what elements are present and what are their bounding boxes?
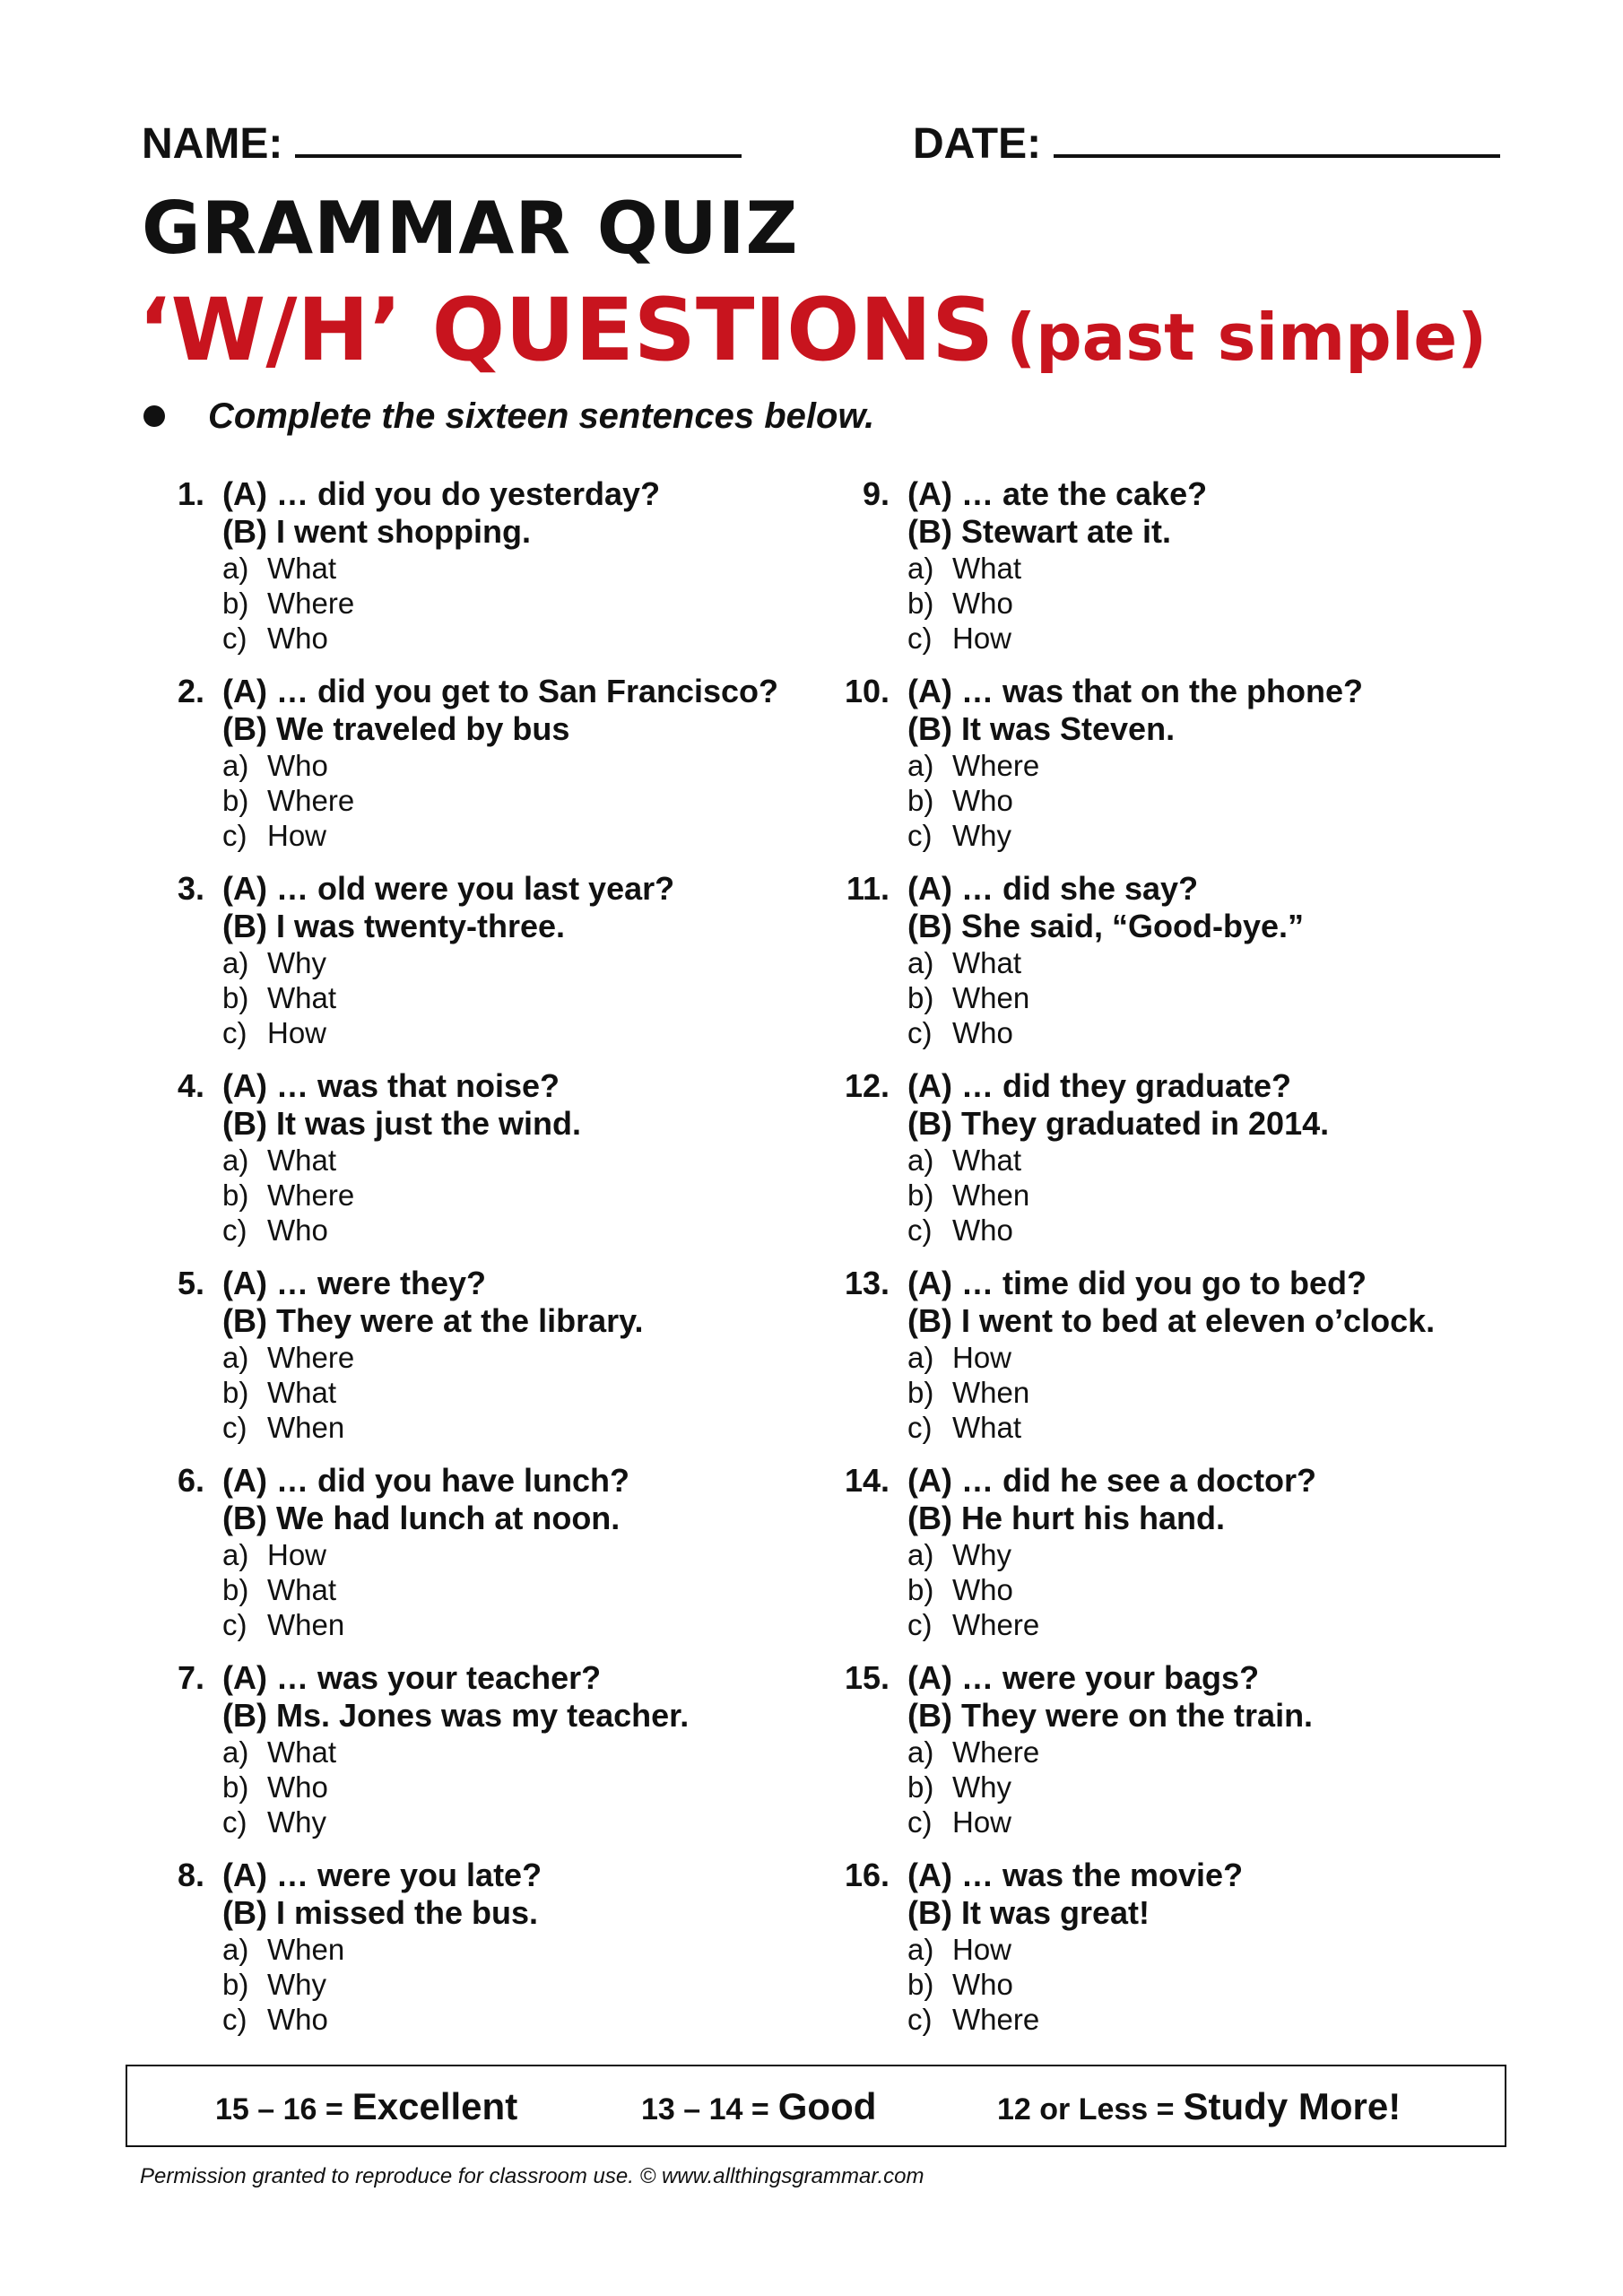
answer-option[interactable] bbox=[907, 945, 1499, 980]
option-letter: c) bbox=[222, 1608, 247, 1641]
option-letter: b) bbox=[222, 1968, 249, 2001]
option-letter: c) bbox=[222, 1213, 247, 1247]
question-number: 5. bbox=[177, 1265, 204, 1301]
option-letter: c) bbox=[222, 819, 247, 852]
option-text: Where bbox=[952, 1608, 1040, 1641]
option-text: When bbox=[952, 981, 1030, 1014]
question-body bbox=[222, 673, 814, 853]
option-letter: a) bbox=[907, 1144, 934, 1177]
question-answer: (B) I was twenty-three. bbox=[222, 908, 566, 944]
answer-option[interactable] bbox=[222, 1735, 814, 1770]
option-text: How bbox=[267, 1016, 327, 1049]
question-answer: (B) She said, “Good-bye.” bbox=[907, 908, 1305, 944]
bullet-icon bbox=[143, 405, 165, 427]
option-text: Where bbox=[267, 1178, 355, 1212]
option-text: When bbox=[952, 1178, 1030, 1212]
option-text: What bbox=[267, 981, 337, 1014]
option-text: How bbox=[952, 622, 1012, 655]
question-answer: (B) We traveled by bus bbox=[222, 710, 570, 747]
question-answer: (B) It was Steven. bbox=[907, 710, 1176, 747]
answer-option[interactable] bbox=[222, 1805, 814, 1839]
answer-option[interactable] bbox=[907, 1340, 1499, 1375]
question-prompt: (A) … were your bags? bbox=[907, 1659, 1260, 1696]
option-letter: b) bbox=[222, 587, 249, 620]
option-letter: a) bbox=[907, 1735, 934, 1769]
option-letter: a) bbox=[907, 946, 934, 979]
option-text: Why bbox=[952, 1770, 1011, 1804]
answer-option[interactable] bbox=[222, 1375, 814, 1410]
question-answer: (B) We had lunch at noon. bbox=[222, 1500, 621, 1536]
option-letter: c) bbox=[907, 1016, 933, 1049]
option-text: What bbox=[267, 1376, 337, 1409]
answer-option[interactable] bbox=[222, 551, 814, 586]
answer-option[interactable] bbox=[907, 621, 1499, 656]
question-prompt: (A) … was your teacher? bbox=[222, 1659, 602, 1696]
option-text: What bbox=[952, 552, 1022, 585]
option-letter: b) bbox=[907, 1178, 934, 1212]
answer-option[interactable] bbox=[907, 783, 1499, 818]
question-answer: (B) They were at the library. bbox=[222, 1302, 644, 1339]
question-body bbox=[222, 1659, 814, 1839]
question-answer: (B) They were on the train. bbox=[907, 1697, 1314, 1734]
question-body bbox=[222, 1462, 814, 1642]
question-answer: (B) I went shopping. bbox=[222, 513, 531, 550]
answer-option[interactable] bbox=[222, 1178, 814, 1213]
answer-option[interactable] bbox=[222, 1213, 814, 1248]
option-text: Who bbox=[952, 784, 1013, 817]
option-text: Who bbox=[267, 1213, 328, 1247]
option-letter: b) bbox=[907, 1968, 934, 2001]
question-number: 3. bbox=[177, 870, 204, 907]
answer-option[interactable] bbox=[907, 1015, 1499, 1050]
score-range: 15 – 16 = bbox=[215, 2092, 343, 2126]
option-text: How bbox=[267, 1538, 327, 1571]
score-box bbox=[126, 2065, 1506, 2147]
option-letter: b) bbox=[907, 1573, 934, 1606]
answer-option[interactable] bbox=[907, 1143, 1499, 1178]
answer-option[interactable] bbox=[907, 818, 1499, 853]
score-good bbox=[641, 2066, 876, 2156]
question-body bbox=[222, 1857, 814, 2037]
option-text: Who bbox=[952, 1016, 1013, 1049]
question-body bbox=[907, 1659, 1499, 1839]
answer-option[interactable] bbox=[222, 783, 814, 818]
option-text: What bbox=[952, 1411, 1022, 1444]
instruction-text: Complete the sixteen sentences below. bbox=[208, 396, 875, 436]
question-body bbox=[907, 1067, 1499, 1248]
question-body bbox=[907, 475, 1499, 656]
answer-option[interactable] bbox=[222, 818, 814, 853]
answer-option[interactable] bbox=[907, 1537, 1499, 1572]
option-letter: b) bbox=[222, 1376, 249, 1409]
answer-option[interactable] bbox=[222, 980, 814, 1015]
question-body bbox=[907, 1462, 1499, 1642]
question-prompt: (A) … were they? bbox=[222, 1265, 487, 1301]
question-number: 10. bbox=[844, 673, 890, 709]
answer-option[interactable] bbox=[222, 1607, 814, 1642]
option-letter: a) bbox=[222, 1144, 249, 1177]
question-number: 4. bbox=[177, 1067, 204, 1104]
option-text: What bbox=[267, 1573, 337, 1606]
name-label: NAME: bbox=[142, 120, 283, 168]
option-letter: c) bbox=[907, 2003, 933, 2036]
option-letter: a) bbox=[222, 552, 249, 585]
option-letter: c) bbox=[222, 1805, 247, 1839]
question-prompt: (A) … did you get to San Francisco? bbox=[222, 673, 779, 709]
answer-option[interactable] bbox=[222, 1572, 814, 1607]
answer-option[interactable] bbox=[222, 748, 814, 783]
option-letter: b) bbox=[222, 981, 249, 1014]
subtitle-paren: (past simple) bbox=[1006, 300, 1488, 375]
question-body bbox=[222, 870, 814, 1050]
option-letter: a) bbox=[907, 1933, 934, 1966]
answer-option[interactable] bbox=[222, 1340, 814, 1375]
question-number: 15. bbox=[844, 1659, 890, 1696]
option-text: Why bbox=[952, 1538, 1011, 1571]
question-body bbox=[222, 1067, 814, 1248]
answer-option[interactable] bbox=[222, 2002, 814, 2037]
date-field bbox=[913, 113, 1500, 176]
option-text: Why bbox=[267, 946, 326, 979]
answer-option[interactable] bbox=[222, 1932, 814, 1967]
answer-option[interactable] bbox=[222, 1537, 814, 1572]
question-prompt: (A) … did they graduate? bbox=[907, 1067, 1292, 1104]
option-letter: a) bbox=[222, 749, 249, 782]
option-letter: b) bbox=[907, 587, 934, 620]
option-letter: b) bbox=[907, 1376, 934, 1409]
option-letter: a) bbox=[222, 1735, 249, 1769]
answer-option[interactable] bbox=[222, 945, 814, 980]
question-body bbox=[222, 1265, 814, 1445]
answer-option[interactable] bbox=[222, 1410, 814, 1445]
question-answer: (B) They graduated in 2014. bbox=[907, 1105, 1330, 1142]
option-text: Who bbox=[952, 1573, 1013, 1606]
option-text: How bbox=[952, 1933, 1012, 1966]
subtitle-main: ‘W/H’ QUESTIONS bbox=[138, 280, 994, 380]
score-range: 13 – 14 = bbox=[641, 2092, 769, 2126]
score-excellent bbox=[215, 2066, 517, 2156]
page-subtitle bbox=[138, 276, 1487, 409]
option-letter: a) bbox=[222, 1341, 249, 1374]
question-answer: (B) I missed the bus. bbox=[222, 1894, 539, 1931]
page-title: GRAMMAR QUIZ bbox=[142, 187, 799, 270]
option-letter: c) bbox=[907, 1608, 933, 1641]
name-field bbox=[142, 113, 742, 176]
question-number: 14. bbox=[844, 1462, 890, 1499]
option-letter: b) bbox=[222, 1573, 249, 1606]
score-rating: Good bbox=[777, 2085, 877, 2127]
answer-option[interactable] bbox=[222, 1967, 814, 2002]
question-body bbox=[907, 1857, 1499, 2037]
option-letter: b) bbox=[222, 1770, 249, 1804]
answer-option[interactable] bbox=[222, 621, 814, 656]
answer-option[interactable] bbox=[907, 980, 1499, 1015]
question-number: 8. bbox=[177, 1857, 204, 1893]
question-number: 16. bbox=[844, 1857, 890, 1893]
question-answer: (B) Ms. Jones was my teacher. bbox=[222, 1697, 690, 1734]
option-letter: c) bbox=[907, 1411, 933, 1444]
option-text: How bbox=[952, 1805, 1012, 1839]
question-body bbox=[907, 870, 1499, 1050]
option-text: Why bbox=[267, 1805, 326, 1839]
question-answer: (B) He hurt his hand. bbox=[907, 1500, 1225, 1536]
option-letter: a) bbox=[222, 1933, 249, 1966]
option-text: Who bbox=[952, 1968, 1013, 2001]
question-answer: (B) Stewart ate it. bbox=[907, 513, 1172, 550]
option-letter: b) bbox=[907, 981, 934, 1014]
answer-option[interactable] bbox=[222, 586, 814, 621]
answer-option[interactable] bbox=[907, 1213, 1499, 1248]
question-answer: (B) I went to bed at eleven o’clock. bbox=[907, 1302, 1436, 1339]
question-body bbox=[907, 673, 1499, 853]
option-text: Who bbox=[952, 1213, 1013, 1247]
question-number: 1. bbox=[177, 475, 204, 512]
option-text: When bbox=[267, 1608, 345, 1641]
option-text: What bbox=[952, 946, 1022, 979]
option-letter: c) bbox=[222, 2003, 247, 2036]
answer-option[interactable] bbox=[907, 551, 1499, 586]
option-text: Who bbox=[267, 1770, 328, 1804]
option-text: Who bbox=[267, 622, 328, 655]
question-number: 9. bbox=[862, 475, 890, 512]
option-text: How bbox=[267, 819, 327, 852]
option-letter: b) bbox=[907, 1770, 934, 1804]
date-label: DATE: bbox=[913, 120, 1042, 168]
option-letter: c) bbox=[222, 622, 247, 655]
option-letter: a) bbox=[907, 1538, 934, 1571]
option-text: When bbox=[267, 1933, 345, 1966]
answer-option[interactable] bbox=[222, 1015, 814, 1050]
answer-option[interactable] bbox=[907, 1375, 1499, 1410]
option-letter: c) bbox=[907, 622, 933, 655]
score-rating: Study More! bbox=[1183, 2085, 1402, 2127]
answer-option[interactable] bbox=[907, 2002, 1499, 2037]
answer-option[interactable] bbox=[907, 748, 1499, 783]
option-letter: c) bbox=[907, 1213, 933, 1247]
option-letter: a) bbox=[222, 946, 249, 979]
date-blank-line[interactable] bbox=[1054, 115, 1500, 158]
option-text: What bbox=[267, 552, 337, 585]
option-text: Where bbox=[267, 784, 355, 817]
option-text: Where bbox=[267, 587, 355, 620]
option-letter: a) bbox=[222, 1538, 249, 1571]
option-text: What bbox=[267, 1735, 337, 1769]
question-prompt: (A) … was that on the phone? bbox=[907, 673, 1363, 709]
option-letter: c) bbox=[222, 1411, 247, 1444]
option-letter: b) bbox=[907, 784, 934, 817]
footer-permission: Permission granted to reproduce for classroom use. © www.allthingsgrammar.com bbox=[140, 2164, 924, 2188]
option-letter: b) bbox=[222, 784, 249, 817]
question-prompt: (A) … was the movie? bbox=[907, 1857, 1244, 1893]
option-text: Why bbox=[267, 1968, 326, 2001]
question-prompt: (A) … was that noise? bbox=[222, 1067, 560, 1104]
option-letter: c) bbox=[907, 819, 933, 852]
score-study-more bbox=[997, 2066, 1401, 2156]
name-blank-line[interactable] bbox=[295, 115, 742, 158]
answer-option[interactable] bbox=[907, 1770, 1499, 1805]
answer-option[interactable] bbox=[907, 1178, 1499, 1213]
option-letter: a) bbox=[907, 1341, 934, 1374]
answer-option[interactable] bbox=[222, 1770, 814, 1805]
option-text: What bbox=[267, 1144, 337, 1177]
question-body bbox=[222, 475, 814, 656]
question-number: 6. bbox=[177, 1462, 204, 1499]
question-prompt: (A) … did you have lunch? bbox=[222, 1462, 630, 1499]
option-text: Where bbox=[952, 2003, 1040, 2036]
answer-option[interactable] bbox=[907, 1967, 1499, 2002]
option-letter: a) bbox=[907, 552, 934, 585]
question-number: 12. bbox=[844, 1067, 890, 1104]
option-text: When bbox=[267, 1411, 345, 1444]
option-text: What bbox=[952, 1144, 1022, 1177]
question-answer: (B) It was just the wind. bbox=[222, 1105, 582, 1142]
option-text: When bbox=[952, 1376, 1030, 1409]
answer-option[interactable] bbox=[907, 1410, 1499, 1445]
option-text: Who bbox=[952, 587, 1013, 620]
option-text: How bbox=[952, 1341, 1012, 1374]
option-text: Where bbox=[952, 1735, 1040, 1769]
option-text: Who bbox=[267, 2003, 328, 2036]
question-body bbox=[907, 1265, 1499, 1445]
score-rating: Excellent bbox=[352, 2085, 518, 2127]
option-text: Why bbox=[952, 819, 1011, 852]
option-letter: c) bbox=[907, 1805, 933, 1839]
question-number: 7. bbox=[177, 1659, 204, 1696]
answer-option[interactable] bbox=[907, 586, 1499, 621]
question-prompt: (A) … old were you last year? bbox=[222, 870, 675, 907]
question-prompt: (A) … ate the cake? bbox=[907, 475, 1208, 512]
answer-option[interactable] bbox=[907, 1735, 1499, 1770]
answer-option[interactable] bbox=[907, 1572, 1499, 1607]
option-text: Where bbox=[952, 749, 1040, 782]
option-letter: a) bbox=[907, 749, 934, 782]
question-answer: (B) It was great! bbox=[907, 1894, 1150, 1931]
question-prompt: (A) … did she say? bbox=[907, 870, 1199, 907]
question-prompt: (A) … did he see a doctor? bbox=[907, 1462, 1317, 1499]
question-number: 2. bbox=[177, 673, 204, 709]
score-range: 12 or Less = bbox=[997, 2092, 1175, 2126]
question-prompt: (A) … time did you go to bed? bbox=[907, 1265, 1367, 1301]
option-letter: c) bbox=[222, 1016, 247, 1049]
option-text: Where bbox=[267, 1341, 355, 1374]
answer-option[interactable] bbox=[907, 1607, 1499, 1642]
header-row bbox=[142, 113, 1505, 176]
question-number: 11. bbox=[846, 870, 890, 907]
question-number: 13. bbox=[844, 1265, 890, 1301]
answer-option[interactable] bbox=[907, 1805, 1499, 1839]
option-letter: b) bbox=[222, 1178, 249, 1212]
question-prompt: (A) … did you do yesterday? bbox=[222, 475, 661, 512]
answer-option[interactable] bbox=[907, 1932, 1499, 1967]
answer-option[interactable] bbox=[222, 1143, 814, 1178]
question-prompt: (A) … were you late? bbox=[222, 1857, 542, 1893]
option-text: Who bbox=[267, 749, 328, 782]
